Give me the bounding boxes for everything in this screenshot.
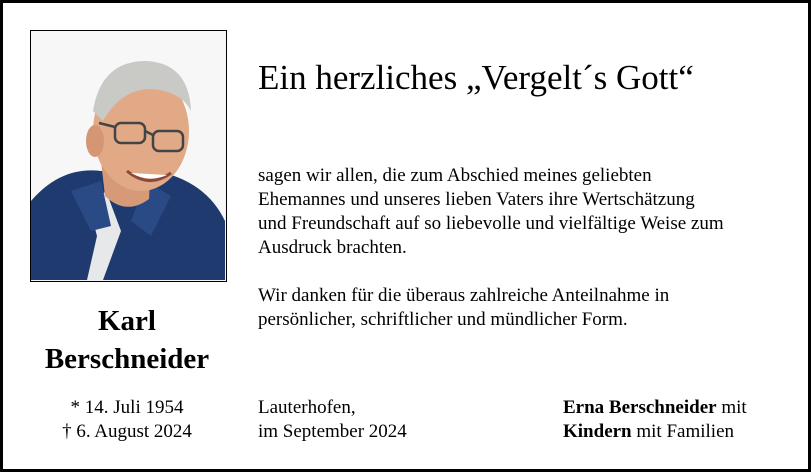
thanks-paragraph (258, 164, 778, 260)
paragraph-line: sagen wir allen, die zum Abschied meines geliebten (258, 165, 652, 186)
place-line: Lauterhofen, (258, 397, 356, 418)
portrait-photo (30, 30, 227, 282)
family-line-1 (563, 396, 747, 420)
heading: Ein herzliches „Vergelt´s Gott“ (258, 58, 694, 97)
first-name: Karl (98, 305, 156, 337)
paragraph-line: und Freundschaft auf so liebevolle und vielfältige Weise zum (258, 213, 724, 234)
sympathy-paragraph (258, 284, 778, 332)
family-line-2 (563, 420, 747, 444)
life-dates (20, 396, 234, 444)
paragraph-line: Ausdruck brachten. (258, 237, 407, 258)
place-date (258, 396, 407, 444)
deceased-name (20, 302, 234, 378)
paragraph-line: persönlicher, schriftlicher und mündlicher Form. (258, 309, 628, 330)
paragraph-line: Wir danken für die überaus zahlreiche Anteilnahme in (258, 285, 670, 306)
children-label: Kindern (563, 421, 632, 442)
widow-name: Erna Berschneider (563, 397, 717, 418)
paragraph-line: Ehemannes und unseres lieben Vaters ihre Wertschätzung (258, 189, 695, 210)
date-line: im September 2024 (258, 421, 407, 442)
death-date: † 6. August 2024 (62, 421, 192, 442)
family-text: mit (716, 397, 747, 418)
birth-date: * 14. Juli 1954 (70, 397, 184, 418)
last-name: Berschneider (44, 343, 210, 375)
family-signature (563, 396, 747, 444)
family-text: mit Familien (631, 421, 735, 442)
